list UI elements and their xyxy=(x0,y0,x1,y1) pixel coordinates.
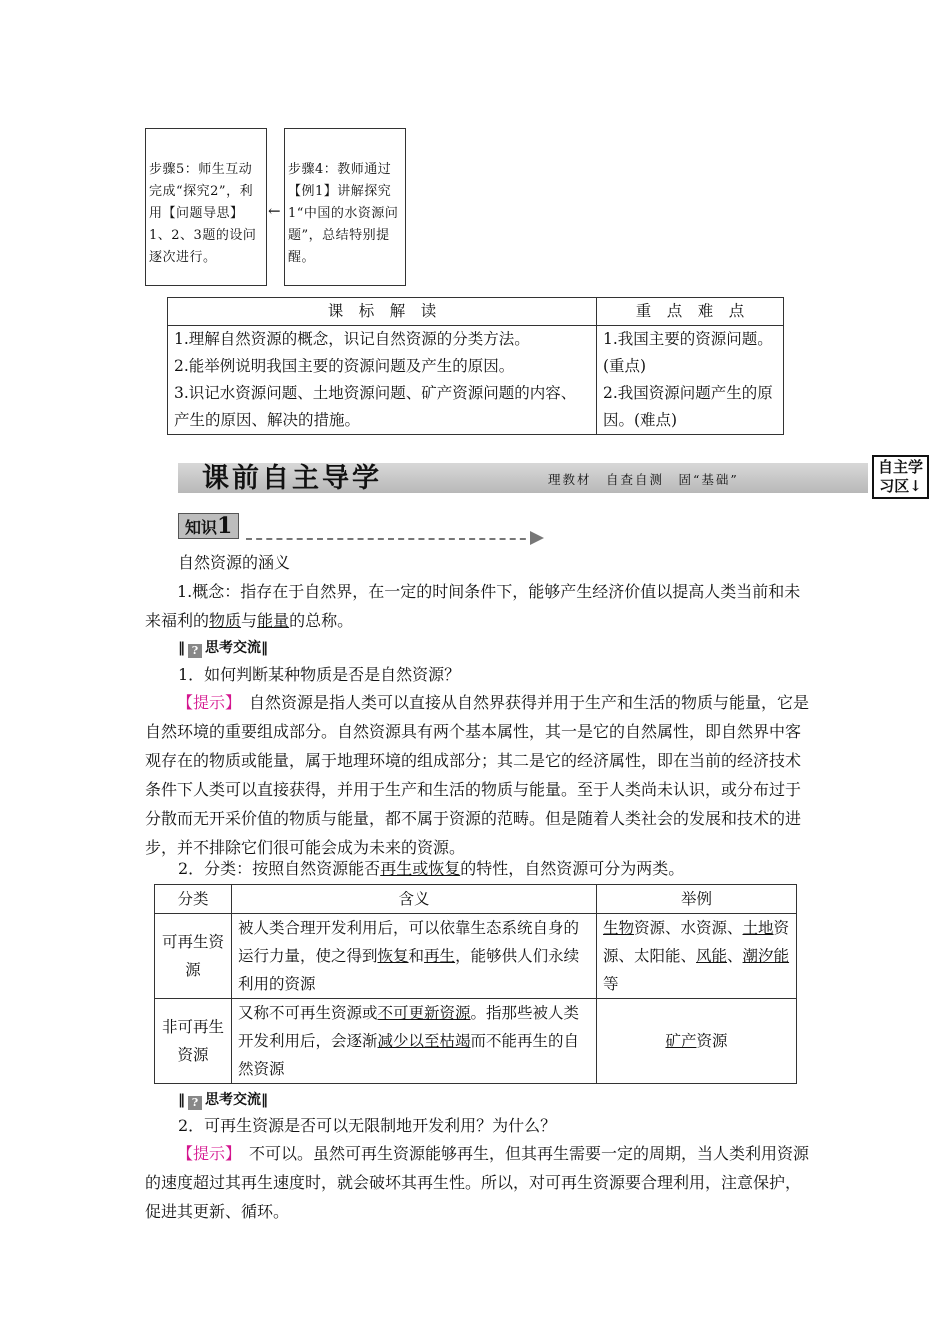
nonrenewable-type: 非可再生资源 xyxy=(155,999,232,1084)
answer-1 xyxy=(145,688,815,862)
concept-underline-energy: 能量 xyxy=(257,611,290,630)
question-icon: ? xyxy=(188,644,202,658)
arrow-head-icon xyxy=(530,531,544,545)
classification-line xyxy=(178,854,684,883)
concept-text: 与 xyxy=(241,611,258,630)
self-study-label xyxy=(872,455,929,499)
example-text: 资源、水资源、 xyxy=(634,919,743,937)
tip-label: 【提示】 xyxy=(177,693,234,712)
concept-underline-matter: 物质 xyxy=(209,611,242,630)
renewable-meaning xyxy=(232,914,597,999)
classify-underline: 再生或恢复 xyxy=(380,859,461,878)
keypoint-item: 2.我国资源问题产生的原因。(难点) xyxy=(603,384,773,429)
question-1: 1．如何判断某种物质是否是自然资源？ xyxy=(178,665,461,684)
step5-text: 步骤5：师生互动完成“探究2”，利用【问题导思】1、2、3题的设问逐次进行。 xyxy=(149,162,257,265)
self-study-line2: 习区↓ xyxy=(879,477,922,495)
concept-text: 1.概念：指存在于自然界，在一定的时间条件下，能够产生经济价值以提高人类当前和未来福利的 xyxy=(145,582,801,630)
step4-box xyxy=(284,128,406,286)
meaning-text: 被人类合理开发利用后，可以依靠生态系统自身的运行力量，使之得到 xyxy=(238,919,580,965)
classify-text: 的特性，自然资源可分为两类。 xyxy=(460,859,685,878)
question-icon: ? xyxy=(188,1096,202,1110)
standards-cell xyxy=(168,326,597,435)
think-label-text: 思考交流 xyxy=(205,640,261,656)
example-underline: 土地 xyxy=(742,919,774,937)
meaning-text: 又称不可再生资源或 xyxy=(238,1004,378,1022)
meaning-text: 而不能再生的自然资源 xyxy=(238,1032,580,1078)
step5-box xyxy=(145,128,267,286)
meaning-text: 和 xyxy=(408,947,425,965)
meaning-underline: 减少以至枯竭 xyxy=(377,1032,471,1050)
standard-item: 2.能举例说明我国主要的资源问题及产生的原因。 xyxy=(174,357,515,375)
answer-1-text: 自然资源是指人类可以直接从自然界获得并用于生产和生活的物质与能量，它是自然环境的重要组成部分。自然资源具有两个基本属性，其一是它的自然属性，即自然界中客观存在的物质或能量，属于地理环境的组成部分；其二是它的经济属性，即在当前的经济技术条件下人类可以直接获得，并用于生产和生活的物质与能量。至于人类尚未认识，或分布过于分散而无开采价值的物质与能量，都不属于资源的范畴。但是随着人类社会的发展和技术的进步，并不排除它们很可能会成为未来的资源。 xyxy=(145,693,810,857)
self-study-line1: 自主学 xyxy=(878,458,924,476)
step4-text: 步骤4：教师通过【例1】讲解探究1“中国的水资源问题”，总结特别提醒。 xyxy=(288,162,399,265)
meaning-underline: 再生 xyxy=(424,947,456,965)
knowledge-tag xyxy=(178,513,239,539)
keypoints-cell xyxy=(597,326,784,435)
nonrenewable-meaning xyxy=(232,999,597,1084)
example-underline: 生物 xyxy=(603,919,635,937)
keypoints-header: 重 点 难 点 xyxy=(597,298,784,326)
concept-paragraph xyxy=(145,577,815,635)
tip-label: 【提示】 xyxy=(177,1144,234,1163)
example-text: 等 xyxy=(603,975,619,993)
example-underline: 风能 xyxy=(696,947,728,965)
banner-title: 课前自主导学 xyxy=(202,463,382,494)
standard-item: 3.识记水资源问题、土地资源问题、矿产资源问题的内容、产生的原因、解决的措施。 xyxy=(174,384,577,429)
standards-header: 课 标 解 读 xyxy=(168,298,597,326)
meaning-underline: 恢复 xyxy=(377,947,409,965)
think-exchange-label: ‖ ? 思考交流‖ xyxy=(178,640,268,657)
question-2: 2．可再生资源是否可以无限制地开发利用？为什么？ xyxy=(178,1116,557,1135)
think-exchange-label: ‖ ? 思考交流‖ xyxy=(178,1092,268,1109)
header-example: 举例 xyxy=(597,885,797,914)
classify-text: 2．分类：按照自然资源能否 xyxy=(178,859,381,878)
example-text: 资源 xyxy=(696,1032,728,1050)
dashed-divider xyxy=(246,538,536,540)
meaning-text: 。指那些被人类开发利用后，会逐渐 xyxy=(238,1004,580,1050)
example-underline: 矿产 xyxy=(665,1032,697,1050)
example-underline: 潮汐能 xyxy=(742,947,790,965)
header-meaning: 含义 xyxy=(232,885,597,914)
knowledge-label: 知识 xyxy=(185,518,218,537)
knowledge-number: 1 xyxy=(217,513,233,539)
left-arrow-icon: ← xyxy=(268,202,281,220)
think-label-text: 思考交流 xyxy=(205,1092,261,1108)
meaning-underline: 不可更新资源 xyxy=(377,1004,471,1022)
answer-2-text: 不可以。虽然可再生资源能够再生，但其再生需要一定的周期，当人类利用资源的速度超过其再生速度时，就会破坏其再生性。所以，对可再生资源要合理利用，注意保护，促进其更新、循环。 xyxy=(145,1144,810,1221)
meaning-text: ，能够供人们永续利用的资源 xyxy=(238,947,580,993)
classification-table xyxy=(154,884,797,1084)
header-category: 分类 xyxy=(155,885,232,914)
example-text: 、 xyxy=(727,947,743,965)
standard-item: 1.理解自然资源的概念，识记自然资源的分类方法。 xyxy=(174,330,530,348)
section-title: 自然资源的涵义 xyxy=(178,553,291,572)
nonrenewable-example xyxy=(597,999,797,1084)
banner-subtitle: 理教材 自查自测 固“基础” xyxy=(548,472,739,487)
standards-table xyxy=(167,297,784,435)
renewable-type: 可再生资源 xyxy=(155,914,232,999)
answer-2 xyxy=(145,1139,815,1226)
example-text: 资源、太阳能、 xyxy=(603,919,790,965)
renewable-example xyxy=(597,914,797,999)
keypoint-item: 1.我国主要的资源问题。(重点) xyxy=(603,330,773,375)
concept-text: 的总称。 xyxy=(289,611,354,630)
